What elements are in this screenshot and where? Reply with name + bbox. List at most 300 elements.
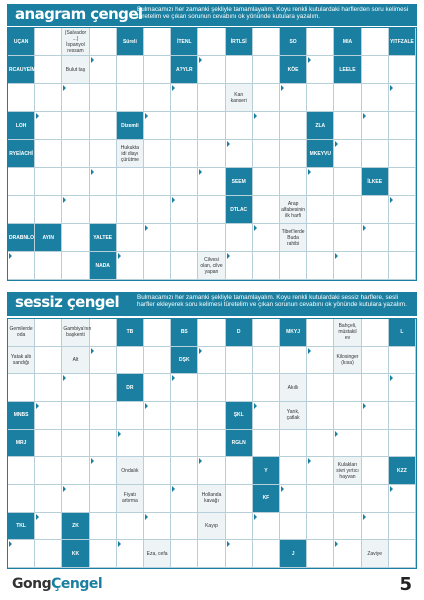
answer-cell[interactable] xyxy=(117,84,144,112)
answer-cell[interactable] xyxy=(389,196,416,224)
clue-text: İTENL xyxy=(177,38,192,45)
answer-cell[interactable] xyxy=(35,196,62,224)
clue-text: SEEM xyxy=(231,178,246,185)
answer-cell[interactable] xyxy=(362,140,389,168)
answer-cell[interactable] xyxy=(198,430,225,458)
answer-cell[interactable] xyxy=(362,430,389,458)
answer-cell[interactable] xyxy=(253,196,280,224)
answer-cell[interactable] xyxy=(62,457,89,485)
answer-cell[interactable] xyxy=(253,402,280,430)
answer-cell[interactable] xyxy=(144,224,171,252)
arrow-icon xyxy=(281,486,284,492)
answer-cell[interactable] xyxy=(389,252,416,280)
clue-text: Eza, cefa xyxy=(146,550,168,557)
answer-cell[interactable] xyxy=(35,485,62,513)
answer-cell[interactable] xyxy=(253,513,280,541)
clue-cell xyxy=(8,513,35,541)
arrow-icon xyxy=(145,403,148,409)
clue-text: YALTEE xyxy=(93,234,113,241)
answer-cell[interactable] xyxy=(198,319,225,347)
answer-cell[interactable] xyxy=(389,485,416,513)
answer-cell[interactable] xyxy=(144,84,171,112)
answer-cell[interactable] xyxy=(362,319,389,347)
logo-part-a: Gong xyxy=(12,576,52,592)
arrow-icon xyxy=(63,375,66,381)
answer-cell[interactable] xyxy=(35,402,62,430)
clue-text: Kulakları sivri yırtıcı hayvan xyxy=(336,461,359,480)
answer-cell[interactable] xyxy=(117,513,144,541)
clue-text: MKEYVU xyxy=(309,150,331,157)
arrow-icon xyxy=(254,514,257,520)
clue-cell xyxy=(171,319,198,347)
answer-cell[interactable] xyxy=(198,168,225,196)
answer-cell[interactable] xyxy=(62,374,89,402)
clue-text: Zaviye xyxy=(367,550,383,557)
clue-text: Dizemli xyxy=(121,122,139,129)
clue-cell xyxy=(362,540,389,568)
answer-cell[interactable] xyxy=(253,28,280,56)
answer-cell[interactable] xyxy=(307,28,334,56)
arrow-icon xyxy=(36,403,39,409)
answer-cell[interactable] xyxy=(35,540,62,568)
answer-cell[interactable] xyxy=(362,56,389,84)
answer-cell[interactable] xyxy=(35,319,62,347)
clue-cell xyxy=(8,56,35,84)
clue-text: YITFZALE xyxy=(389,38,414,45)
answer-cell[interactable] xyxy=(171,224,198,252)
answer-cell[interactable] xyxy=(307,319,334,347)
answer-cell[interactable] xyxy=(35,347,62,375)
answer-cell[interactable] xyxy=(171,374,198,402)
answer-cell[interactable] xyxy=(144,252,171,280)
answer-cell[interactable] xyxy=(144,28,171,56)
arrow-icon xyxy=(36,514,39,520)
answer-cell[interactable] xyxy=(35,430,62,458)
answer-cell[interactable] xyxy=(334,485,361,513)
clue-cell xyxy=(226,319,253,347)
puzzle-header xyxy=(7,292,417,316)
clue-cell xyxy=(362,168,389,196)
answer-cell[interactable] xyxy=(171,252,198,280)
answer-cell[interactable] xyxy=(253,374,280,402)
answer-cell[interactable] xyxy=(117,402,144,430)
answer-cell[interactable] xyxy=(144,513,171,541)
answer-cell[interactable] xyxy=(90,112,117,140)
answer-cell[interactable] xyxy=(198,28,225,56)
clue-text: İLKEE xyxy=(367,178,383,185)
answer-cell[interactable] xyxy=(171,168,198,196)
answer-cell[interactable] xyxy=(334,402,361,430)
clue-cell xyxy=(280,374,307,402)
answer-cell[interactable] xyxy=(90,56,117,84)
answer-cell[interactable] xyxy=(62,402,89,430)
arrow-icon xyxy=(36,113,39,119)
answer-cell[interactable] xyxy=(334,84,361,112)
answer-cell[interactable] xyxy=(362,196,389,224)
answer-cell[interactable] xyxy=(253,56,280,84)
answer-cell[interactable] xyxy=(198,402,225,430)
answer-cell[interactable] xyxy=(253,540,280,568)
sessiz-puzzle xyxy=(7,292,417,570)
arrow-icon xyxy=(91,57,94,63)
answer-cell[interactable] xyxy=(362,28,389,56)
clue-cell xyxy=(307,112,334,140)
answer-cell[interactable] xyxy=(226,347,253,375)
answer-cell[interactable] xyxy=(362,485,389,513)
answer-cell[interactable] xyxy=(253,168,280,196)
answer-cell[interactable] xyxy=(35,252,62,280)
answer-cell[interactable] xyxy=(144,347,171,375)
answer-cell[interactable] xyxy=(226,112,253,140)
clue-text: Süreli xyxy=(122,38,137,45)
answer-cell[interactable] xyxy=(90,319,117,347)
answer-cell[interactable] xyxy=(362,112,389,140)
clue-text: RCAUYEİM xyxy=(9,66,36,73)
answer-cell[interactable] xyxy=(62,84,89,112)
answer-cell[interactable] xyxy=(90,196,117,224)
answer-cell[interactable] xyxy=(253,112,280,140)
answer-cell[interactable] xyxy=(144,196,171,224)
answer-cell[interactable] xyxy=(198,224,225,252)
answer-cell[interactable] xyxy=(198,140,225,168)
clue-text: Bulut taş xyxy=(65,66,86,73)
answer-cell[interactable] xyxy=(35,56,62,84)
clue-text: TKL xyxy=(16,522,26,529)
arrow-icon xyxy=(308,458,311,464)
answer-cell[interactable] xyxy=(117,56,144,84)
answer-cell[interactable] xyxy=(307,540,334,568)
arrow-icon xyxy=(63,197,66,203)
answer-cell[interactable] xyxy=(8,196,35,224)
answer-cell[interactable] xyxy=(198,540,225,568)
answer-cell[interactable] xyxy=(362,513,389,541)
arrow-icon xyxy=(390,197,393,203)
answer-cell[interactable] xyxy=(389,513,416,541)
arrow-icon xyxy=(118,253,121,259)
answer-cell[interactable] xyxy=(62,430,89,458)
answer-cell[interactable] xyxy=(8,540,35,568)
answer-cell[interactable] xyxy=(334,540,361,568)
answer-cell[interactable] xyxy=(389,168,416,196)
answer-cell[interactable] xyxy=(198,196,225,224)
arrow-icon xyxy=(390,486,393,492)
answer-cell[interactable] xyxy=(280,140,307,168)
answer-cell[interactable] xyxy=(144,168,171,196)
answer-cell[interactable] xyxy=(280,168,307,196)
answer-cell[interactable] xyxy=(62,196,89,224)
answer-cell[interactable] xyxy=(117,347,144,375)
clue-text: RGLN xyxy=(231,439,246,446)
arrow-icon xyxy=(118,541,121,547)
answer-cell[interactable] xyxy=(90,347,117,375)
answer-cell[interactable] xyxy=(389,540,416,568)
answer-cell[interactable] xyxy=(362,457,389,485)
answer-cell[interactable] xyxy=(171,430,198,458)
clue-cell xyxy=(117,112,144,140)
answer-cell[interactable] xyxy=(8,84,35,112)
clue-text: Y xyxy=(264,467,268,474)
answer-cell[interactable] xyxy=(389,224,416,252)
answer-cell[interactable] xyxy=(226,224,253,252)
arrow-icon xyxy=(227,253,230,259)
answer-cell[interactable] xyxy=(226,140,253,168)
answer-cell[interactable] xyxy=(307,513,334,541)
answer-cell[interactable] xyxy=(226,374,253,402)
answer-cell[interactable] xyxy=(389,402,416,430)
clue-cell xyxy=(334,28,361,56)
answer-cell[interactable] xyxy=(144,457,171,485)
answer-cell[interactable] xyxy=(90,485,117,513)
answer-cell[interactable] xyxy=(362,374,389,402)
answer-cell[interactable] xyxy=(171,513,198,541)
answer-cell[interactable] xyxy=(90,84,117,112)
answer-cell[interactable] xyxy=(35,112,62,140)
clue-cell xyxy=(144,540,171,568)
answer-cell[interactable] xyxy=(198,374,225,402)
answer-cell[interactable] xyxy=(171,112,198,140)
answer-cell[interactable] xyxy=(90,430,117,458)
answer-cell[interactable] xyxy=(389,84,416,112)
answer-cell[interactable] xyxy=(90,140,117,168)
answer-cell[interactable] xyxy=(144,319,171,347)
answer-cell[interactable] xyxy=(62,168,89,196)
answer-cell[interactable] xyxy=(307,168,334,196)
clue-cell xyxy=(171,56,198,84)
answer-cell[interactable] xyxy=(389,347,416,375)
answer-cell[interactable] xyxy=(198,84,225,112)
answer-cell[interactable] xyxy=(144,430,171,458)
answer-cell[interactable] xyxy=(307,56,334,84)
arrow-icon xyxy=(9,253,12,259)
answer-cell[interactable] xyxy=(334,430,361,458)
clue-cell xyxy=(389,28,416,56)
answer-cell[interactable] xyxy=(389,56,416,84)
answer-cell[interactable] xyxy=(362,347,389,375)
answer-cell[interactable] xyxy=(117,430,144,458)
answer-cell[interactable] xyxy=(35,140,62,168)
answer-cell[interactable] xyxy=(280,347,307,375)
answer-cell[interactable] xyxy=(307,457,334,485)
answer-cell[interactable] xyxy=(334,224,361,252)
clue-cell xyxy=(8,140,35,168)
clue-cell xyxy=(8,28,35,56)
answer-cell[interactable] xyxy=(253,347,280,375)
clue-cell xyxy=(198,513,225,541)
answer-cell[interactable] xyxy=(90,540,117,568)
answer-cell[interactable] xyxy=(334,112,361,140)
clue-cell xyxy=(117,319,144,347)
answer-cell[interactable] xyxy=(8,374,35,402)
answer-cell[interactable] xyxy=(307,252,334,280)
arrow-icon xyxy=(335,541,338,547)
answer-cell[interactable] xyxy=(280,430,307,458)
clue-text: Cilvesi olan, cilve yapan xyxy=(200,256,223,275)
arrow-icon xyxy=(281,85,284,91)
answer-cell[interactable] xyxy=(253,224,280,252)
answer-cell[interactable] xyxy=(307,402,334,430)
clue-text: MIA xyxy=(342,38,353,45)
clue-cell xyxy=(334,347,361,375)
clue-cell xyxy=(35,224,62,252)
answer-cell[interactable] xyxy=(90,402,117,430)
answer-cell[interactable] xyxy=(334,513,361,541)
answer-cell[interactable] xyxy=(171,457,198,485)
answer-cell[interactable] xyxy=(198,112,225,140)
answer-cell[interactable] xyxy=(144,485,171,513)
answer-cell[interactable] xyxy=(62,252,89,280)
answer-cell[interactable] xyxy=(62,485,89,513)
answer-cell[interactable] xyxy=(144,140,171,168)
answer-cell[interactable] xyxy=(226,457,253,485)
answer-cell[interactable] xyxy=(362,84,389,112)
clue-cell xyxy=(117,485,144,513)
answer-cell[interactable] xyxy=(8,168,35,196)
answer-cell[interactable] xyxy=(226,252,253,280)
answer-cell[interactable] xyxy=(8,485,35,513)
clue-cell xyxy=(171,28,198,56)
answer-cell[interactable] xyxy=(226,56,253,84)
answer-cell[interactable] xyxy=(117,540,144,568)
answer-cell[interactable] xyxy=(334,168,361,196)
answer-cell[interactable] xyxy=(226,540,253,568)
answer-cell[interactable] xyxy=(35,168,62,196)
clue-text: SO xyxy=(289,38,297,45)
clue-text: KÖE xyxy=(287,66,299,73)
arrow-icon xyxy=(172,85,175,91)
clue-text: DRABNLO xyxy=(9,234,34,241)
answer-cell[interactable] xyxy=(35,84,62,112)
answer-cell[interactable] xyxy=(171,140,198,168)
answer-cell[interactable] xyxy=(362,402,389,430)
clue-text: D xyxy=(236,329,241,336)
answer-cell[interactable] xyxy=(117,196,144,224)
answer-cell[interactable] xyxy=(8,252,35,280)
answer-cell[interactable] xyxy=(253,252,280,280)
clue-cell xyxy=(280,319,307,347)
answer-cell[interactable] xyxy=(280,252,307,280)
clue-text: J xyxy=(291,550,295,557)
clue-text: UÇAN xyxy=(13,38,29,45)
answer-cell[interactable] xyxy=(334,374,361,402)
answer-cell[interactable] xyxy=(307,196,334,224)
answer-cell[interactable] xyxy=(226,513,253,541)
answer-cell[interactable] xyxy=(280,485,307,513)
clue-cell xyxy=(226,28,253,56)
page-number: 5 xyxy=(399,574,412,595)
clue-cell xyxy=(280,56,307,84)
answer-cell[interactable] xyxy=(280,457,307,485)
answer-cell[interactable] xyxy=(90,457,117,485)
arrow-icon xyxy=(172,486,175,492)
answer-cell[interactable] xyxy=(280,112,307,140)
answer-cell[interactable] xyxy=(389,374,416,402)
answer-cell[interactable] xyxy=(362,224,389,252)
answer-cell[interactable] xyxy=(253,140,280,168)
arrow-icon xyxy=(199,348,202,354)
answer-cell[interactable] xyxy=(35,374,62,402)
clue-cell xyxy=(8,319,35,347)
answer-cell[interactable] xyxy=(198,56,225,84)
answer-cell[interactable] xyxy=(198,347,225,375)
answer-cell[interactable] xyxy=(35,28,62,56)
answer-cell[interactable] xyxy=(362,252,389,280)
answer-cell[interactable] xyxy=(144,402,171,430)
answer-cell[interactable] xyxy=(90,374,117,402)
clue-cell xyxy=(198,252,225,280)
clue-text: LEELE xyxy=(339,66,356,73)
answer-cell[interactable] xyxy=(117,252,144,280)
answer-cell[interactable] xyxy=(226,485,253,513)
answer-cell[interactable] xyxy=(334,196,361,224)
answer-cell[interactable] xyxy=(35,457,62,485)
answer-cell[interactable] xyxy=(280,513,307,541)
answer-cell[interactable] xyxy=(307,430,334,458)
answer-cell[interactable] xyxy=(144,112,171,140)
arrow-icon xyxy=(390,85,393,91)
puzzle-title: anagram çengel xyxy=(15,5,143,23)
answer-cell[interactable] xyxy=(117,224,144,252)
clue-text: Kan kanseri xyxy=(230,91,247,104)
answer-cell[interactable] xyxy=(307,84,334,112)
clue-cell xyxy=(389,319,416,347)
puzzle-grid xyxy=(7,27,417,281)
answer-cell[interactable] xyxy=(144,374,171,402)
answer-cell[interactable] xyxy=(90,28,117,56)
clue-cell xyxy=(90,224,117,252)
answer-cell[interactable] xyxy=(307,224,334,252)
answer-cell[interactable] xyxy=(62,140,89,168)
clue-cell xyxy=(8,224,35,252)
answer-cell[interactable] xyxy=(307,347,334,375)
answer-cell[interactable] xyxy=(307,374,334,402)
answer-cell[interactable] xyxy=(171,540,198,568)
answer-cell[interactable] xyxy=(171,84,198,112)
arrow-icon xyxy=(390,375,393,381)
answer-cell[interactable] xyxy=(117,168,144,196)
answer-cell[interactable] xyxy=(253,319,280,347)
arrow-icon xyxy=(91,348,94,354)
puzzle-header xyxy=(7,4,417,26)
arrow-icon xyxy=(63,85,66,91)
answer-cell[interactable] xyxy=(389,140,416,168)
answer-cell[interactable] xyxy=(62,224,89,252)
answer-cell[interactable] xyxy=(171,402,198,430)
answer-cell[interactable] xyxy=(307,485,334,513)
clue-text: KK xyxy=(71,550,80,557)
answer-cell[interactable] xyxy=(253,430,280,458)
answer-cell[interactable] xyxy=(389,112,416,140)
puzzle-description: Bulmacamızı her zamanki şekliyle tamamlayalım. Koyu renkli kutulardaki harflerden soru kelimesi türetelim ve çıkan sorunun cevabını ok yönünde kutulara yazalım. xyxy=(137,6,409,20)
clue-text: ZK xyxy=(72,522,79,529)
answer-cell[interactable] xyxy=(62,112,89,140)
answer-cell[interactable] xyxy=(198,457,225,485)
clue-cell xyxy=(62,347,89,375)
answer-cell[interactable] xyxy=(90,168,117,196)
answer-cell[interactable] xyxy=(253,84,280,112)
answer-cell[interactable] xyxy=(144,56,171,84)
answer-cell[interactable] xyxy=(35,513,62,541)
answer-cell[interactable] xyxy=(171,485,198,513)
answer-cell[interactable] xyxy=(334,252,361,280)
clue-text: Alt xyxy=(72,356,79,363)
arrow-icon xyxy=(308,57,311,63)
answer-cell[interactable] xyxy=(280,84,307,112)
answer-cell[interactable] xyxy=(171,196,198,224)
answer-cell[interactable] xyxy=(334,140,361,168)
answer-cell[interactable] xyxy=(90,513,117,541)
answer-cell[interactable] xyxy=(8,457,35,485)
answer-cell[interactable] xyxy=(389,430,416,458)
